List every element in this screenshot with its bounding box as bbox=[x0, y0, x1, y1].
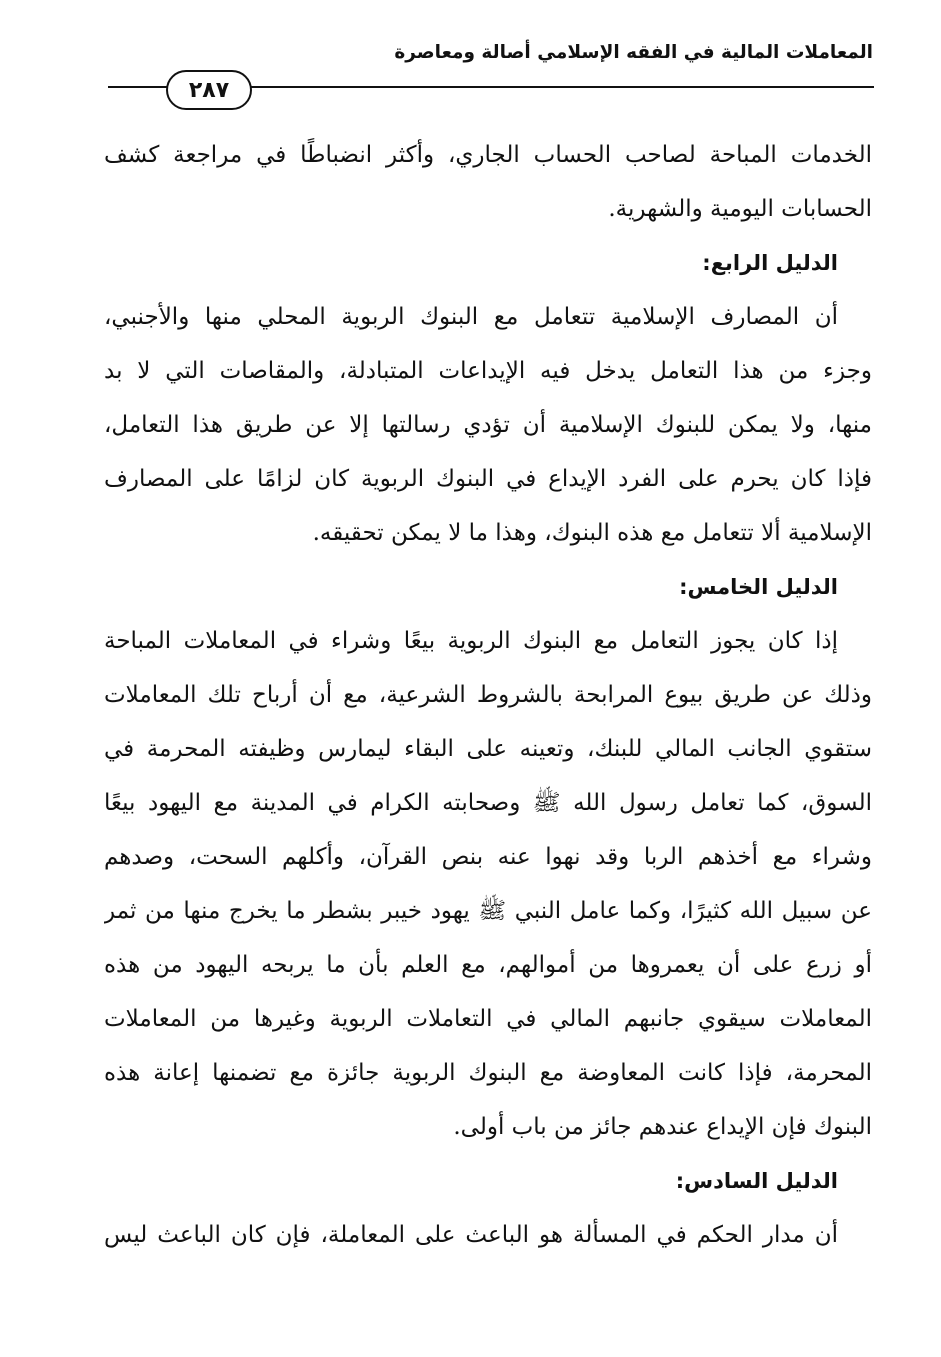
running-title: المعاملات المالية في الفقه الإسلامي أصالة ومعاصرة bbox=[394, 42, 873, 63]
text-line: السوق، كما تعامل رسول الله ﷺ وصحابته الكرام في المدينة مع اليهود بيعًا bbox=[104, 790, 872, 816]
text-line: منها، ولا يمكن للبنوك الإسلامية أن تؤدي رسالتها إلا عن طريق هذا التعامل، bbox=[104, 412, 872, 438]
section-heading-fifth-evidence: الدليل الخامس: bbox=[679, 575, 838, 599]
text-line: المحرمة، فإذا كانت المعاوضة مع البنوك الربوية جائزة مع تضمنها إعانة هذه bbox=[104, 1060, 872, 1086]
page-body bbox=[104, 128, 872, 1262]
text-line: البنوك فإن الإيداع عندهم جائز من باب أولى. bbox=[453, 1114, 872, 1140]
text-line: أو زرع على أن يعمروها من أموالهم، مع العلم بأن ما يربحه اليهود من هذه bbox=[104, 952, 872, 978]
text-line: أن المصارف الإسلامية تتعامل مع البنوك الربوية المحلي منها والأجنبي، bbox=[104, 304, 838, 330]
text-line: المعاملات سيقوي جانبهم المالي في التعاملات الربوية وغيرها من المعاملات bbox=[104, 1006, 872, 1032]
page-number-badge: ٢٨٧ bbox=[166, 70, 252, 110]
text-line: إذا كان يجوز التعامل مع البنوك الربوية بيعًا وشراء في المعاملات المباحة bbox=[104, 628, 838, 654]
text-line: الإسلامية ألا تتعامل مع هذه البنوك، وهذا ما لا يمكن تحقيقه. bbox=[312, 520, 872, 546]
text-line: وجزء من هذا التعامل يدخل فيه الإيداعات المتبادلة، والمقاصات التي لا بد bbox=[104, 358, 872, 384]
text-line: فإذا كان يحرم على الفرد الإيداع في البنوك الربوية كان لزامًا على المصارف bbox=[104, 466, 872, 492]
text-line: أن مدار الحكم في المسألة هو الباعث على المعاملة، فإن كان الباعث ليس bbox=[104, 1222, 838, 1248]
text-line: عن سبيل الله كثيرًا، وكما عامل النبي ﷺ يهود خيبر بشطر ما يخرج منها من ثمر bbox=[104, 898, 872, 924]
text-line: ستقوي الجانب المالي للبنك، وتعينه على البقاء ليمارس وظيفته المحرمة في bbox=[104, 736, 872, 762]
text-line: الحسابات اليومية والشهرية. bbox=[608, 196, 872, 222]
section-heading-fourth-evidence: الدليل الرابع: bbox=[702, 251, 838, 275]
text-line: الخدمات المباحة لصاحب الحساب الجاري، وأكثر انضباطًا في مراجعة كشف bbox=[104, 142, 872, 168]
text-line: وذلك عن طريق بيوع المرابحة بالشروط الشرعية، مع أن أرباح تلك المعاملات bbox=[104, 682, 872, 708]
text-line: وشراء مع أخذهم الربا وقد نهوا عنه بنص القرآن، وأكلهم السحت، وصدهم bbox=[104, 844, 872, 870]
section-heading-sixth-evidence: الدليل السادس: bbox=[675, 1169, 838, 1193]
